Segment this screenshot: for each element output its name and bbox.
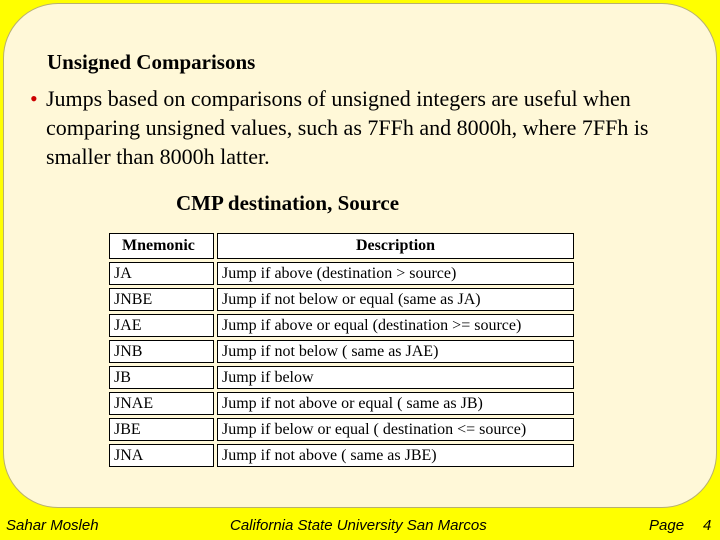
mnemonic-cell: JAE	[109, 314, 214, 337]
column-header-description: Description	[217, 233, 574, 259]
mnemonic-cell: JNA	[109, 444, 214, 467]
description-cell: Jump if above or equal (destination >= source)	[217, 314, 574, 337]
footer-institution: California State University San Marcos	[230, 517, 487, 534]
table-row	[109, 262, 574, 285]
table-row	[109, 314, 574, 337]
mnemonic-cell: JA	[109, 262, 214, 285]
bullet-marker: •	[30, 86, 38, 111]
mnemonic-cell: JB	[109, 366, 214, 389]
bullet-text: Jumps based on comparisons of unsigned integers are useful when comparing unsigned values, such as 7FFh and 8000h, where 7FFh is smaller than 8000h latter.	[46, 86, 649, 169]
mnemonic-cell: JBE	[109, 418, 214, 441]
footer-author: Sahar Mosleh	[6, 517, 99, 534]
table-row	[109, 418, 574, 441]
jump-mnemonics-table	[106, 230, 577, 470]
description-cell: Jump if not above ( same as JBE)	[217, 444, 574, 467]
mnemonic-cell: JNB	[109, 340, 214, 363]
description-cell: Jump if below or equal ( destination <= source)	[217, 418, 574, 441]
footer-page-number: 4	[703, 517, 712, 534]
instruction-syntax: CMP destination, Source	[176, 191, 400, 215]
description-cell: Jump if above (destination > source)	[217, 262, 574, 285]
table-row	[109, 444, 574, 467]
description-cell: Jump if below	[217, 366, 574, 389]
mnemonic-cell: JNAE	[109, 392, 214, 415]
mnemonic-cell: JNBE	[109, 288, 214, 311]
footer-page-label: Page	[649, 517, 685, 534]
description-cell: Jump if not below ( same as JAE)	[217, 340, 574, 363]
table-header-row	[109, 233, 574, 259]
column-header-mnemonic: Mnemonic	[109, 233, 214, 259]
table-row	[109, 340, 574, 363]
table-row	[109, 366, 574, 389]
table-row	[109, 288, 574, 311]
table-row	[109, 392, 574, 415]
description-cell: Jump if not above or equal ( same as JB)	[217, 392, 574, 415]
description-cell: Jump if not below or equal (same as JA)	[217, 288, 574, 311]
slide-title: Unsigned Comparisons	[47, 50, 256, 74]
